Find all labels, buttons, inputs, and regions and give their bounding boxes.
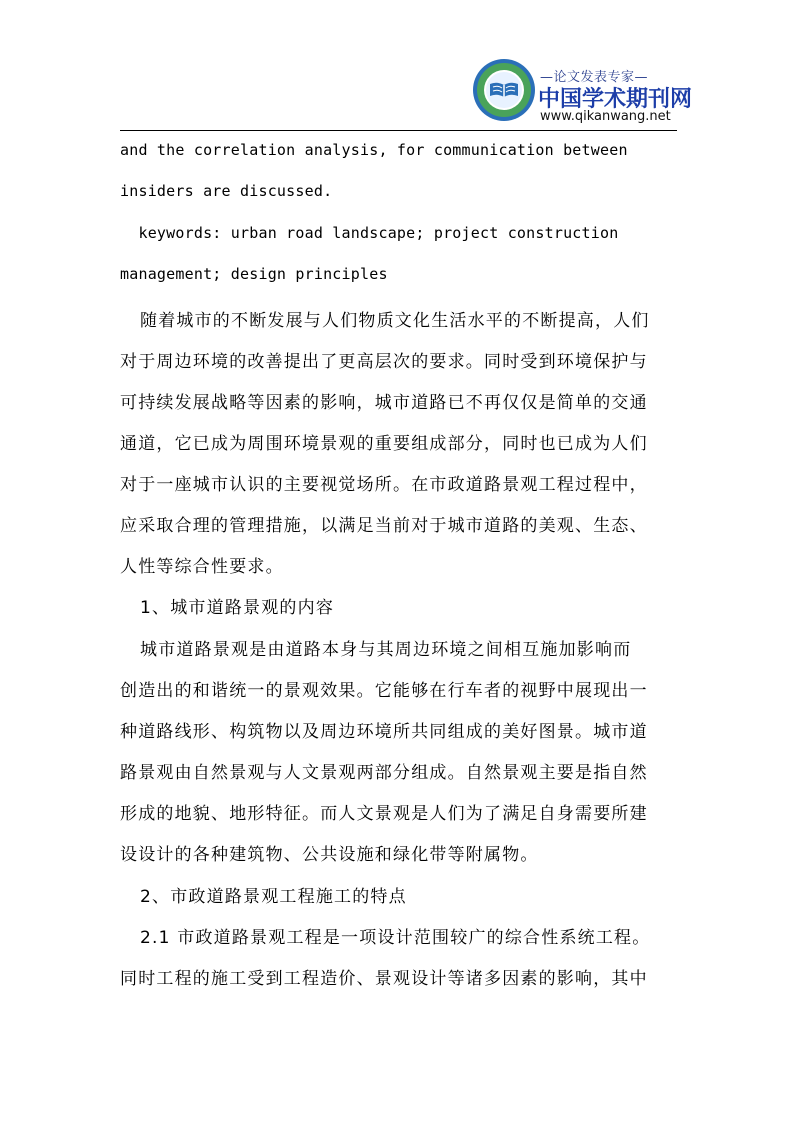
paragraph-line: 随着城市的不断发展与人们物质文化生活水平的不断提高，人们 <box>140 311 650 331</box>
paragraph-line: 设设计的各种建筑物、公共设施和绿化带等附属物。 <box>120 845 539 865</box>
logo-site-name: 中国学术期刊网 <box>538 87 693 112</box>
subsection-line: 2.1 市政道路景观工程是一项设计范围较广的综合性系统工程。 <box>140 928 651 948</box>
paragraph-line: 通道，它已成为周围环境景观的重要组成部分，同时也已成为人们 <box>120 434 648 454</box>
paragraph-line: 对于一座城市认识的主要视觉场所。在市政道路景观工程过程中， <box>120 475 648 495</box>
section-heading-2: 2、市政道路景观工程施工的特点 <box>140 887 407 907</box>
logo-url: www.qikanwang.net <box>540 109 671 124</box>
paragraph-line: 对于周边环境的改善提出了更高层次的要求。同时受到环境保护与 <box>120 352 648 372</box>
section-heading-1: 1、城市道路景观的内容 <box>140 598 335 618</box>
paragraph-line: 同时工程的施工受到工程造价、景观设计等诸多因素的影响，其中 <box>120 969 648 989</box>
paragraph-line: 创造出的和谐统一的景观效果。它能够在行车者的视野中展现出一 <box>120 681 648 701</box>
paragraph-line: 种道路线形、构筑物以及周边环境所共同组成的美好图景。城市道 <box>120 722 648 742</box>
paragraph-line: 可持续发展战略等因素的影响，城市道路已不再仅仅是简单的交通 <box>120 393 648 413</box>
text-line: management; design principles <box>120 265 388 283</box>
paragraph-line: 应采取合理的管理措施，以满足当前对于城市道路的美观、生态、 <box>120 516 648 536</box>
header-divider <box>120 130 677 131</box>
paragraph-line: 人性等综合性要求。 <box>120 557 284 577</box>
text-line: and the correlation analysis, for communication between <box>120 141 628 159</box>
page-header <box>0 0 794 132</box>
text-line: keywords: urban road landscape; project construction <box>120 224 619 242</box>
paragraph-line: 城市道路景观是由道路本身与其周边环境之间相互施加影响而 <box>140 640 632 660</box>
paragraph-line: 路景观由自然景观与人文景观两部分组成。自然景观主要是指自然 <box>120 763 648 783</box>
logo-tagline: —论文发表专家— <box>540 70 649 85</box>
text-line: insiders are discussed. <box>120 182 333 200</box>
paragraph-line: 形成的地貌、地形特征。而人文景观是人们为了满足自身需要所建 <box>120 804 648 824</box>
logo-emblem-icon <box>472 58 536 122</box>
